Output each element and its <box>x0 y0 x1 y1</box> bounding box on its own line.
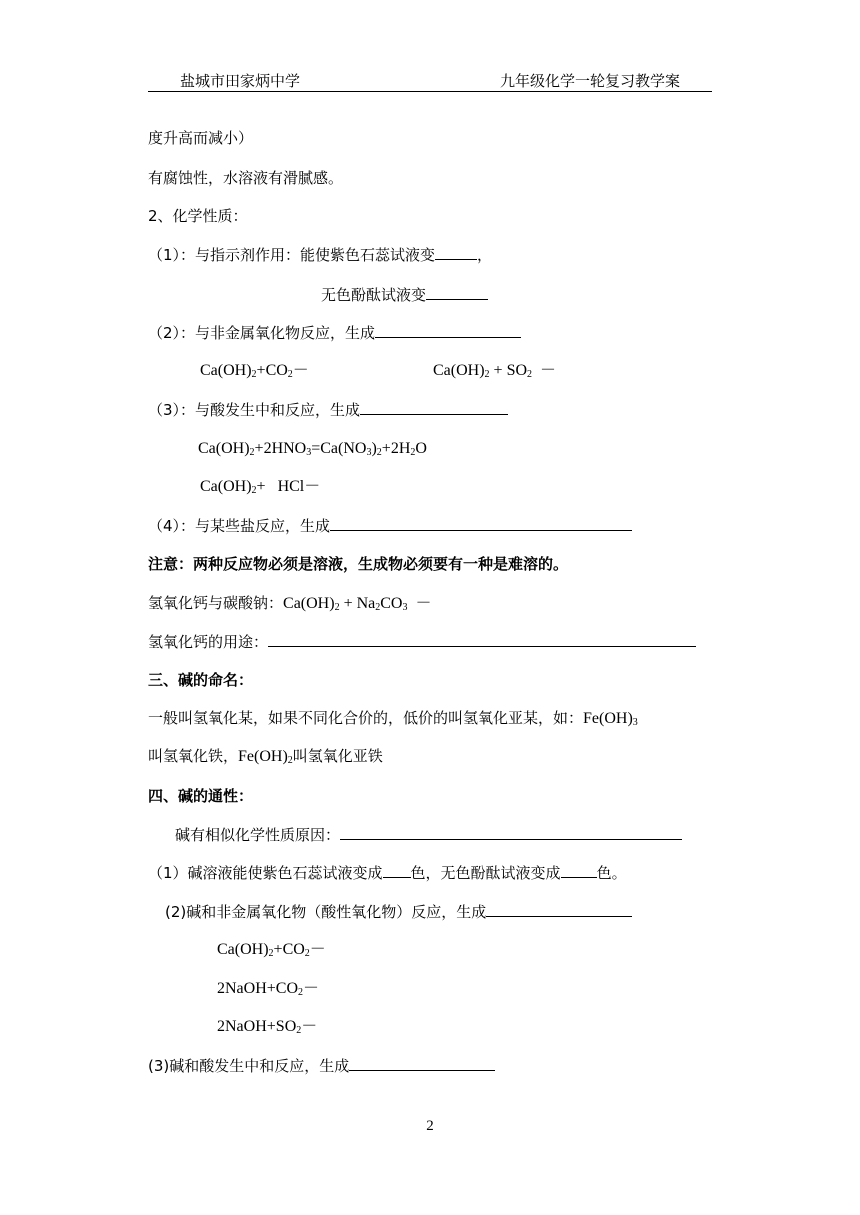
fill-blank <box>340 824 682 840</box>
text-line <box>148 244 492 265</box>
text-span: 叫氢氧化亚铁 <box>292 747 383 765</box>
text-span: （1）：与指示剂作用：能使紫色石蕊试液变 <box>148 246 436 264</box>
text-line <box>148 746 383 767</box>
equation: $Ca(OH)_2+2HNO_3=Ca(NO_3)_2+2H_2O$ <box>198 440 427 458</box>
arrow-dash: － <box>540 362 557 379</box>
equation: $Ca(OH)_2+ HCl-$ <box>200 478 321 496</box>
text-span: （3）：与酸发生中和反应，生成 <box>148 401 361 419</box>
text-span: （4）：与某些盐反应，生成 <box>148 517 331 535</box>
formula: $Fe(OH)_3$ <box>583 710 638 728</box>
equation: $Ca(OH)_2+CO_2-$ <box>217 941 326 959</box>
text-span: （2）：与非金属氧化物反应，生成 <box>148 324 376 342</box>
section-heading: 2、化学性质： <box>148 207 248 225</box>
text-line <box>148 862 627 883</box>
text-span: ， <box>477 246 493 264</box>
fill-blank <box>561 862 597 878</box>
text-line: 有腐蚀性，水溶液有滑腻感。 <box>148 169 344 187</box>
text-span: （1）碱溶液能使紫色石蕊试液变成 <box>148 864 383 882</box>
fill-blank <box>375 322 521 338</box>
equation: $Ca(OH)_2 + Na_2CO_3$ － <box>283 595 432 613</box>
formula: $Fe(OH)_2$ <box>238 748 293 766</box>
text-span: 色。 <box>596 864 627 882</box>
text-line <box>148 593 432 614</box>
equation: $Ca(OH)_2 + SO_2$ － <box>433 362 557 380</box>
fill-blank <box>360 399 508 415</box>
text-line <box>148 399 508 420</box>
text-line <box>148 631 696 652</box>
text-span: 氢氧化钙的用途： <box>148 633 269 651</box>
fill-blank <box>268 631 696 647</box>
text-line <box>148 1055 495 1076</box>
fill-blank <box>383 862 411 878</box>
text-span: 碱有相似化学性质原因： <box>175 826 341 844</box>
page-number: 2 <box>426 1118 434 1134</box>
text-span: 色，无色酚酞试液变成 <box>410 864 561 882</box>
text-span: 叫氢氧化铁， <box>148 747 239 765</box>
header-course: 九年级化学一轮复习教学案 <box>500 72 681 90</box>
text-line <box>165 901 632 922</box>
text-span: (3)碱和酸发生中和反应，生成 <box>148 1057 350 1075</box>
text-line <box>148 322 521 343</box>
note-line: 注意：两种反应物必须是溶液，生成物必须要有一种是难溶的。 <box>148 555 569 573</box>
header-school: 盐城市田家炳中学 <box>180 72 301 90</box>
fill-blank <box>486 901 632 917</box>
fill-blank <box>349 1055 495 1071</box>
text-line <box>148 515 632 536</box>
section-heading: 四、碱的通性： <box>148 787 254 805</box>
fill-blank <box>330 515 632 531</box>
arrow-dash: － <box>304 478 321 495</box>
equation: $2NaOH+SO_2-$ <box>217 1018 318 1036</box>
fill-blank <box>435 244 477 260</box>
text-span: 一般叫氢氧化某，如果不同化合价的，低价的叫氢氧化亚某，如： <box>148 709 584 727</box>
section-heading: 三、碱的命名： <box>148 671 254 689</box>
arrow-dash: － <box>303 980 320 997</box>
arrow-dash: － <box>309 941 326 958</box>
text-span: 无色酚酞试液变 <box>321 286 427 304</box>
text-line <box>148 708 638 729</box>
text-span: 氢氧化钙与碳酸钠： <box>148 594 284 612</box>
arrow-dash: － <box>301 1018 318 1035</box>
arrow-dash: － <box>415 595 432 612</box>
text-line: 度升高而减小） <box>148 129 254 147</box>
text-line <box>175 824 682 845</box>
fill-blank <box>426 284 488 300</box>
equation: $Ca(OH)_2+CO_2-$ <box>200 362 309 380</box>
header-rule <box>148 91 712 92</box>
equation: $2NaOH+CO_2-$ <box>217 980 320 998</box>
text-span: (2)碱和非金属氧化物（酸性氧化物）反应，生成 <box>165 903 487 921</box>
arrow-dash: － <box>292 362 309 379</box>
text-line <box>321 284 488 305</box>
